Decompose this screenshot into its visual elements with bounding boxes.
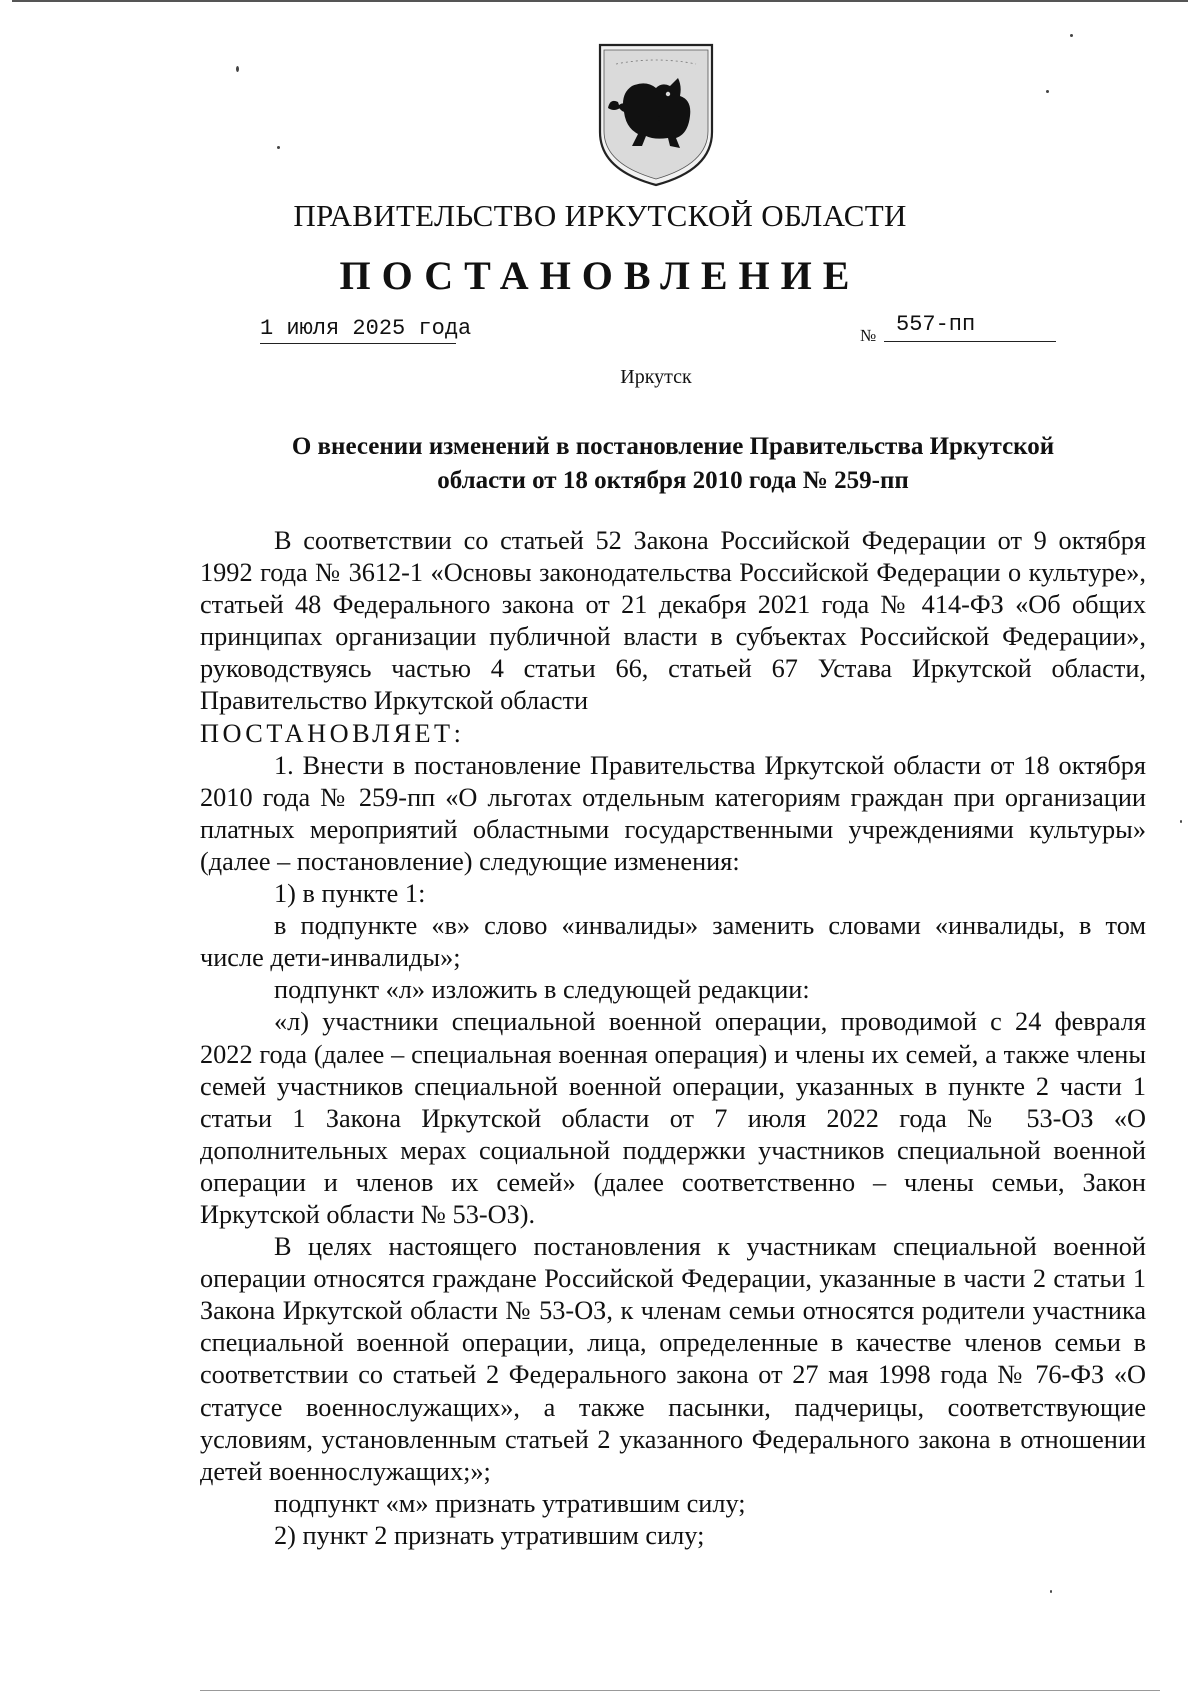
item-1-2-paragraph: 2) пункт 2 признать утратившим силу;: [274, 1520, 705, 1550]
resolution-word: ПОСТАНОВЛЯЕТ:: [200, 718, 465, 748]
government-title: ПРАВИТЕЛЬСТВО ИРКУТСКОЙ ОБЛАСТИ: [293, 198, 907, 233]
subpoint-v-paragraph: в подпункте «в» слово «инвалиды» заменить словами «инвалиды, в том числе дети-инвалиды»;: [200, 911, 1146, 973]
item-1-1-paragraph: 1) в пункте 1:: [274, 879, 426, 909]
scan-speck: [1180, 820, 1182, 823]
document-date: 1 июля 2025 года: [260, 316, 456, 344]
scan-edge-line: [12, 0, 1188, 2]
preamble-paragraph: В соответствии со статьей 52 Закона Российской Федерации от 9 октября 1992 года № 3612-1 «Основы законодательства Российской Федерации о культуре», статьей 48 Федерального закона от 21 декабря 2021 года № 414-ФЗ «Об общих принципах организации публичной власти в субъектах Российской Федерации», руководствуясь частью 4 статьи 66, статьей 67 Устава Иркутской области, Правительство Иркутской области: [200, 526, 1146, 716]
document-city: Иркутск: [620, 366, 692, 388]
document-body: [200, 525, 1146, 1552]
number-sign: №: [860, 326, 877, 345]
document-number-field: [860, 312, 1056, 352]
subpoint-l-text-paragraph: «л) участники специальной военной операции, проводимой с 24 февраля 2022 года (далее – специальная военная операция) и члены их семей, а также члены семей участников специальной военной операции, указанных в пункте 2 части 1 статьи 1 Закона Иркутской области от 7 июля 2022 года № 53-ОЗ «О дополнительных мерах социальной поддержки участников специальной военной операции и членов их семей» (далее соответственно – члены семьи, Закон Иркутской области № 53-ОЗ).: [200, 1007, 1146, 1229]
subject-line: области от 18 октября 2010 года № 259-пп: [437, 467, 909, 494]
subpoint-l-intro-paragraph: подпункт «л» изложить в следующей редакции:: [274, 975, 810, 1005]
document-subject: [228, 430, 1118, 498]
document-type-title: ПОСТАНОВЛЕНИЕ: [339, 253, 861, 298]
scan-bottom-line: [200, 1690, 1160, 1691]
scan-speck: [1046, 90, 1049, 93]
subject-line: О внесении изменений в постановление Правительства Иркутской: [291, 433, 1055, 460]
item-1-paragraph: 1. Внести в постановление Правительства Иркутской области от 18 октября 2010 года № 259-пп «О льготах отдельным категориям граждан при организации платных мероприятий областными государственными учреждениями культуры» (далее – постановление) следующие изменения:: [200, 750, 1146, 876]
scan-speck: [1050, 1590, 1052, 1593]
scan-speck: [1070, 34, 1073, 37]
scan-speck: [277, 146, 280, 149]
subpoint-m-paragraph: подпункт «м» признать утратившим силу;: [274, 1488, 746, 1518]
subpoint-l-definition-paragraph: В целях настоящего постановления к участникам специальной военной операции относятся граждане Российской Федерации, указанные в части 2 статьи 1 Закона Иркутской области № 53-ОЗ, к членам семьи относятся родители участника специальной военной операции, лица, определенные в качестве членов семьи в соответствии со статьей 2 Федерального закона от 27 мая 1998 года № 76-ФЗ «О статусе военнослужащих», а также пасынки, падчерицы, соответствующие условиям, установленным статьей 2 указанного Федерального закона в отношении детей военнослужащих;»;: [200, 1232, 1146, 1486]
scan-speck: [236, 66, 239, 72]
coat-of-arms-icon: [596, 42, 716, 187]
document-number: 557-пп: [884, 312, 1056, 342]
